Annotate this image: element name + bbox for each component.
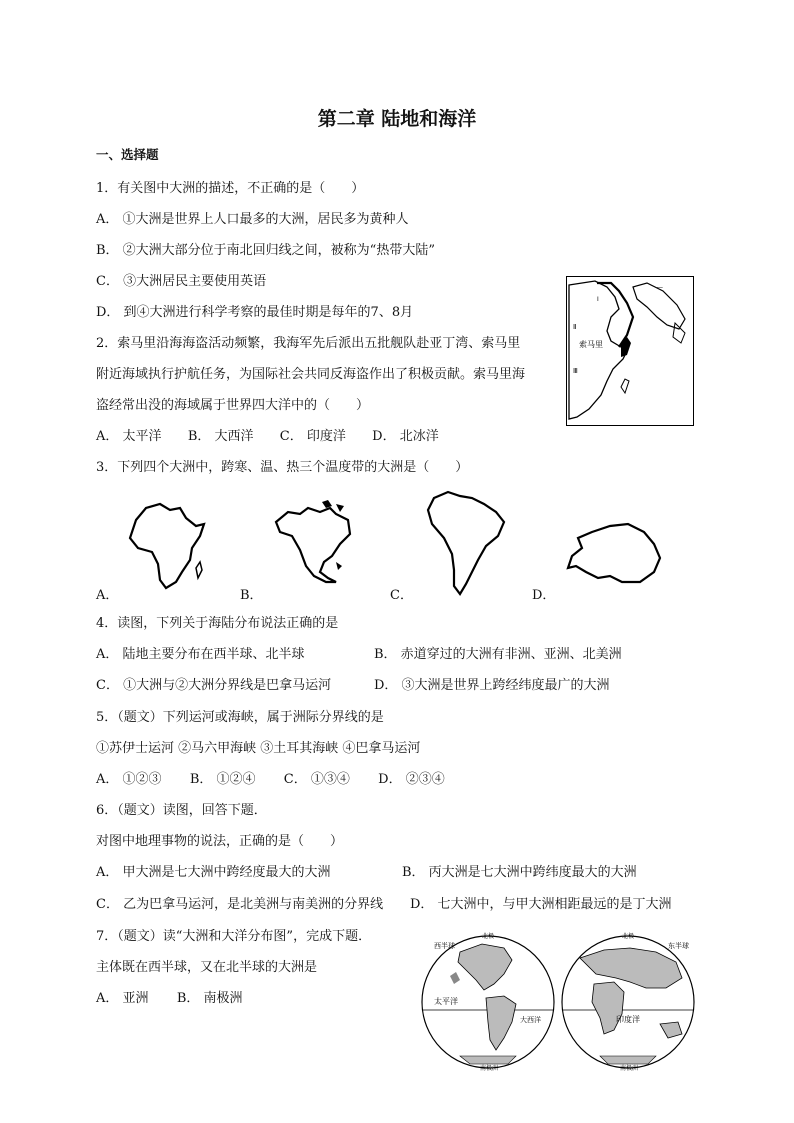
q4-option-d: D． ③大洲是世界上跨经纬度最广的大洲 xyxy=(374,678,610,693)
q6-option-b: B． 丙大洲是七大洲中跨纬度最大的大洲 xyxy=(402,865,637,880)
q3-choice-d xyxy=(532,520,672,603)
svg-text:Ⅱ: Ⅱ xyxy=(573,323,577,331)
q7-stem: 7．（题文）读“大洲和大洋分布图”，完成下题． xyxy=(96,929,372,944)
q5-option-b: B． ①②④ xyxy=(189,772,256,787)
q4-option-a: A． 陆地主要分布在西半球、北半球 xyxy=(96,647,305,662)
pacific-label: 太平洋 xyxy=(434,997,458,1006)
east-hemisphere-label: 东半球 xyxy=(668,942,689,950)
q2-line-3: 盗经常出没的海域属于世界四大洋中的（ ） xyxy=(96,398,370,413)
svg-text:Ⅲ: Ⅲ xyxy=(573,367,578,375)
q4-option-c: C． ①大洲与②大洲分界线是巴拿马运河 xyxy=(96,678,332,693)
antarctica-icon xyxy=(562,520,666,588)
q1-option-d: D． 到④大洲进行科学考察的最佳时期是每年的7、8月 xyxy=(96,305,414,320)
north-pole-label-east: 北极 xyxy=(622,933,635,940)
q1-option-b: B． ②大洲大部分位于南北回归线之间，被称为“热带大陆” xyxy=(96,243,435,258)
q2-line-2: 附近海域执行护航任务，为国际社会共同反海盗作出了积极贡献。索马里海 xyxy=(96,367,526,382)
q3-choice-c xyxy=(390,490,530,603)
q3-choice-a xyxy=(96,500,226,603)
q7-sub: 主体既在西半球，又在北半球的大洲是 xyxy=(96,960,318,975)
q6-stem: 6．（题文）读图，回答下题． xyxy=(96,803,267,818)
q2-line-1: 2．索马里沿海海盗活动频繁，我海军先后派出五批舰队赴亚丁湾、索马里 xyxy=(96,336,521,351)
south-label-east: 南极洲 xyxy=(620,1065,639,1072)
atlantic-label: 大西洋 xyxy=(520,1016,541,1024)
q3-label-d: D． xyxy=(532,588,556,603)
indian-ocean-label: 印度洋 xyxy=(616,1015,640,1024)
svg-text:Ⅰ: Ⅰ xyxy=(597,296,599,303)
svg-text:—: — xyxy=(657,284,663,291)
south-label-west: 南极洲 xyxy=(480,1065,499,1072)
q5-option-a: A． ①②③ xyxy=(96,772,162,787)
q1-stem: 1．有关图中大洲的描述，不正确的是（ ） xyxy=(96,181,365,196)
west-hemisphere-label: 西半球 xyxy=(434,942,455,950)
q3-stem: 3．下列四个大洲中，跨寒、温、热三个温度带的大洲是（ ） xyxy=(96,460,469,475)
somalia-label: 索马里 xyxy=(579,340,603,349)
q2-option-c: C． 印度洋 xyxy=(279,429,346,444)
q1-option-c: C． ③大洲居民主要使用英语 xyxy=(96,274,267,289)
south-america-icon xyxy=(424,490,514,596)
q2-option-b: B． 大西洋 xyxy=(187,429,254,444)
north-pole-label-west: 北极 xyxy=(482,933,495,940)
q5-stem: 5．（题文）下列运河或海峡，属于洲际分界线的是 xyxy=(96,710,384,725)
q3-choice-b xyxy=(240,500,380,603)
north-america-icon xyxy=(270,500,362,584)
q6-option-d: D． 七大洲中，与甲大洲相距最远的是丁大洲 xyxy=(410,897,672,912)
q6-sub: 对图中地理事物的说法，正确的是（ ） xyxy=(96,834,344,849)
q4-option-b: B． 赤道穿过的大洲有非洲、亚洲、北美洲 xyxy=(374,647,622,662)
q7-options xyxy=(96,987,243,1006)
q7-option-a: A． 亚洲 xyxy=(96,991,149,1006)
africa-icon xyxy=(124,500,214,594)
q7-option-b: B． 南极洲 xyxy=(176,991,243,1006)
q6-option-c: C． 乙为巴拿马运河，是北美洲与南美洲的分界线 xyxy=(96,897,384,912)
somalia-map xyxy=(566,276,694,426)
q5-items: ①苏伊士运河 ②马六甲海峡 ③土耳其海峡 ④巴拿马运河 xyxy=(96,741,421,756)
q3-label-b: B． xyxy=(240,588,263,603)
page-title: 第二章 陆地和海洋 xyxy=(317,108,477,130)
q3-label-a: A． xyxy=(96,588,119,603)
q2-option-a: A． 太平洋 xyxy=(96,429,162,444)
world-hemispheres-map xyxy=(420,930,700,1072)
q6-option-a: A． 甲大洲是七大洲中跨经度最大的大洲 xyxy=(96,865,331,880)
q5-option-c: C． ①③④ xyxy=(283,772,350,787)
section-heading: 一、选择题 xyxy=(96,147,159,162)
q5-option-d: D． ②③④ xyxy=(378,772,445,787)
q2-options xyxy=(96,425,439,444)
q5-options xyxy=(96,768,445,787)
q1-option-a: A． ①大洲是世界上人口最多的大洲，居民多为黄种人 xyxy=(96,212,409,227)
q3-label-c: C． xyxy=(390,588,413,603)
q2-option-d: D． 北冰洋 xyxy=(372,429,439,444)
q4-stem: 4．读图，下列关于海陆分布说法正确的是 xyxy=(96,616,339,631)
